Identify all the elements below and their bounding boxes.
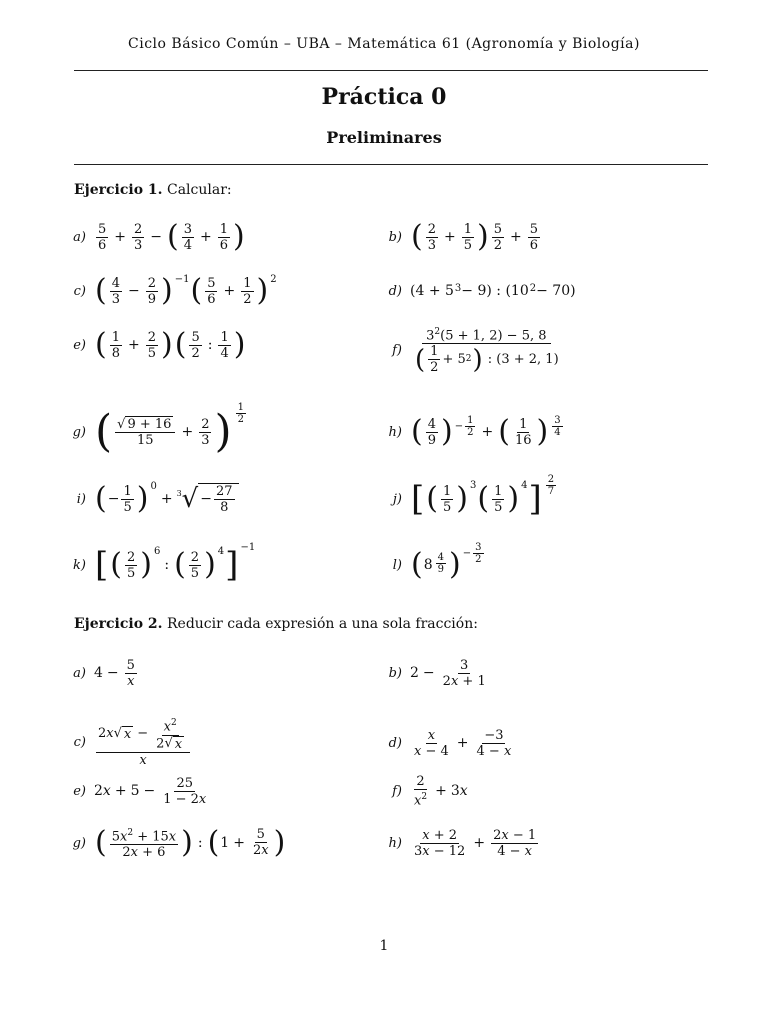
math-expression: (4 + 5 3 − 9) : (10 2 − 70) <box>410 283 576 299</box>
page-title: Práctica 0 <box>321 84 447 110</box>
exercise-2-item-g <box>64 818 286 868</box>
exercise-1-item-a <box>64 212 246 262</box>
exercise-1-item-i <box>64 474 239 524</box>
math-expression: $\frac{x}{x - 4}$ + $\frac{-3}{4 - x}$ <box>414 727 512 759</box>
math-expression: [ ( $\frac{2}{5}$ ) 6 : ( $\frac{2}{5}$ ) 4 ] −1 <box>95 542 256 585</box>
item-label: e) <box>73 337 86 353</box>
item-label: f) <box>392 342 402 358</box>
exercise-2-item-e <box>64 766 210 816</box>
math-expression: [ ( $\frac{1}{5}$ ) 3 ( $\frac{1}{5}$ ) 4 ] $\frac{2}{7}$ <box>411 474 555 519</box>
item-label: b) <box>388 665 402 681</box>
top-rule <box>74 70 708 71</box>
math-expression: ( $\frac{1}{8}$ + $\frac{2}{5}$ ) ( $\frac{5}{2}$ : $\frac{1}{4}$ ) <box>95 327 246 362</box>
exercise-1-item-j <box>380 474 558 524</box>
exercise-2-heading <box>74 616 478 632</box>
item-label: i) <box>76 491 86 507</box>
exercise-2-item-f <box>380 766 468 816</box>
math-expression: 2 − $\frac{3}{2x + 1}$ <box>410 657 486 689</box>
math-expression: 2 x + 5 − $\frac{25}{1 - 2x}$ <box>94 775 207 807</box>
exercise-1-item-f <box>380 320 563 380</box>
math-expression: $\frac{5}{6}$ + $\frac{2}{3}$ − ( $\frac{3}{4}$ + $\frac{1}{6}$ ) <box>98 219 245 254</box>
exercise-1-item-k <box>64 540 255 590</box>
course-header: Ciclo Básico Común – UBA – Matemática 61 (Agronomía y Biología) <box>128 36 640 52</box>
exercise-1-item-g <box>64 404 248 460</box>
item-label: d) <box>388 283 402 299</box>
item-label: k) <box>73 557 86 573</box>
item-label: g) <box>72 835 86 851</box>
exercise-1-item-b <box>380 212 542 262</box>
item-label: b) <box>388 229 402 245</box>
item-label: c) <box>73 283 86 299</box>
exercise-1-number: Ejercicio 1. <box>74 182 163 198</box>
exercise-2-instruction: Reducir cada expresión a una sola fracción: <box>167 616 478 632</box>
exercise-1-heading <box>74 182 232 198</box>
exercise-1-instruction: Calcular: <box>167 182 232 198</box>
exercise-2-item-d <box>380 718 515 768</box>
exercise-1-item-d <box>380 266 576 316</box>
math-expression: ( − $\frac{1}{5}$ ) 0 + 3 √ − $\frac{27}{8}$ <box>94 483 239 515</box>
math-expression: ( $\frac{5x^2 + 15x}{2x + 6}$ ) : ( 1 + $\frac{5}{2x}$ ) <box>95 824 286 861</box>
item-label: c) <box>73 734 86 750</box>
item-label: j) <box>392 491 402 507</box>
math-expression: ( $\frac{4}{3}$ − $\frac{2}{9}$ ) −1 ( $\frac{5}{6}$ + $\frac{1}{2}$ ) 2 <box>95 273 277 308</box>
item-label: e) <box>73 783 86 799</box>
page-subtitle: Preliminares <box>326 128 442 147</box>
exercise-2-item-b <box>380 648 490 698</box>
item-label: l) <box>392 557 402 573</box>
math-expression: ( $\frac{2}{3}$ + $\frac{1}{5}$ ) $\frac{5}{2}$ + $\frac{5}{6}$ <box>411 219 539 254</box>
exercise-1-item-e <box>64 320 246 370</box>
math-expression: $\frac{x + 2}{3x - 12}$ + $\frac{2x - 1}{4 - x}$ <box>414 827 537 859</box>
exercise-2-item-a <box>64 648 139 698</box>
item-label: g) <box>72 424 86 440</box>
title-rule <box>74 164 708 165</box>
item-label: d) <box>388 735 402 751</box>
math-expression: ( $\frac{4}{9}$ ) − $\frac{1}{2}$ + ( $\frac{1}{16}$ ) $\frac{3}{4}$ <box>411 414 561 449</box>
math-expression: 2 x √ x − $x^2$ 2√ x x <box>94 716 192 767</box>
exercise-1-item-c <box>64 266 277 316</box>
math-expression: $3^2(5 + 1$, 2) − 5, 8 ( $\frac{1}{2}$ + 5 2 ) : (3 + 2, 1) <box>415 326 559 376</box>
item-label: h) <box>388 424 402 440</box>
math-expression: ( √ 9 + 16 15 + $\frac{2}{3}$ ) $\frac{1}{2}$ <box>95 402 245 457</box>
exercise-2-item-h <box>380 818 540 868</box>
page-number: 1 <box>379 938 389 954</box>
math-expression: $\frac{2}{x^2}$ + 3 x <box>414 773 468 809</box>
item-label: h) <box>388 835 402 851</box>
exercise-2-number: Ejercicio 2. <box>74 616 163 632</box>
exercise-1-item-h <box>380 404 565 460</box>
item-label: a) <box>73 229 86 245</box>
math-expression: ( 8 $\frac{4}{9}$ ) − $\frac{3}{2}$ <box>411 542 482 582</box>
item-label: f) <box>392 783 402 799</box>
exercise-1-item-l <box>380 540 486 590</box>
math-expression: 4 − $\frac{5}{x}$ <box>94 657 135 689</box>
item-label: a) <box>73 665 86 681</box>
